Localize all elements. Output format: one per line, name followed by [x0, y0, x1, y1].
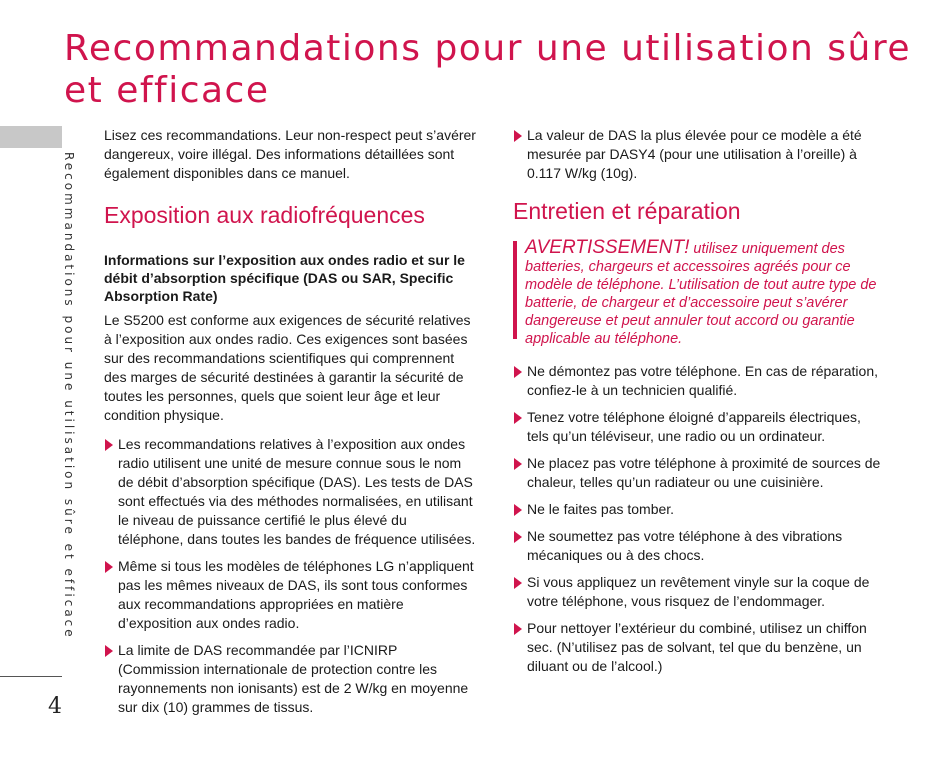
section-heading-care: Entretien et réparation [513, 198, 741, 224]
triangle-bullet-icon [514, 504, 522, 516]
list-item-text: Tenez votre téléphone éloigné d’appareils électriques, tels qu’un téléviseur, une radio ou un ordinateur. [527, 409, 861, 444]
warning-box [513, 239, 885, 348]
list-item [104, 557, 476, 633]
list-item [513, 527, 885, 565]
triangle-bullet-icon [514, 531, 522, 543]
section-heading-radio: Exposition aux radiofréquences [104, 202, 425, 228]
care-bullet-list [513, 362, 885, 676]
list-item [513, 126, 885, 183]
footer-divider [0, 676, 62, 677]
side-tab-label: Recommandations pour une utilisation sûre et efficace [62, 152, 76, 640]
list-item [513, 362, 885, 400]
triangle-bullet-icon [105, 439, 113, 451]
list-item-text: Pour nettoyer l’extérieur du combiné, utilisez un chiffon sec. (N’utilisez pas de solvant, tel que du benzène, un diluant ou de l’alcool.) [527, 620, 867, 674]
list-item-text: Si vous appliquez un revêtement vinyle sur la coque de votre téléphone, vous risquez de l’endommager. [527, 574, 870, 609]
triangle-bullet-icon [514, 366, 522, 378]
triangle-bullet-icon [514, 458, 522, 470]
side-tab-marker [0, 126, 62, 148]
triangle-bullet-icon [514, 577, 522, 589]
warning-bar [513, 241, 517, 339]
triangle-bullet-icon [514, 130, 522, 142]
list-item [513, 500, 885, 519]
list-item-text: Ne le faites pas tomber. [527, 501, 675, 517]
left-column [104, 126, 476, 725]
triangle-bullet-icon [105, 645, 113, 657]
list-item-text: Ne soumettez pas votre téléphone à des vibrations mécaniques ou à des chocs. [527, 528, 843, 563]
right-column [513, 126, 885, 684]
list-item-text: La limite de DAS recommandée par l’ICNIRP (Commission internationale de protection contre les rayonnements non ionisants) est de 2 W/kg en moyenne sur dix (10) grammes de tissus. [118, 642, 469, 715]
warning-label: AVERTISSEMENT! [525, 237, 690, 258]
list-item-text: Les recommandations relatives à l’exposition aux ondes radio utilisent une unité de mesure connue sous le nom de débit d’absorption spécifique (DAS). Les tests de DAS sont effectués via des méthodes normalisées, en utilisant le niveau de puissance certifié le plus élevé du téléphone, dans toutes les bandes de fréquence utilisées. [118, 436, 476, 547]
list-item [513, 454, 885, 492]
list-item-text: Même si tous les modèles de téléphones LG n’appliquent pas les mêmes niveaux de DAS, ils sont tous conformes aux recommandations appropriées en matière d’exposition aux ondes radio. [118, 558, 474, 631]
body-paragraph: Le S5200 est conforme aux exigences de sécurité relatives à l’exposition aux ondes radio. Ces exigences sont basées sur des recommandations scientifiques qui comprennent des marges de sécurité destinées à garantir la sécurité de toutes les personnes, quels que soient leur âge et leur condition physique. [104, 312, 471, 423]
subheading-sar: Informations sur l’exposition aux ondes radio et sur le débit d’absorption spécifique (DAS ou SAR, Specific Absorption Rate) [104, 252, 465, 304]
sar-value-list [513, 126, 885, 183]
list-item-text: Ne placez pas votre téléphone à proximité de sources de chaleur, telles qu’un radiateur ou une cuisinière. [527, 455, 881, 490]
list-item [513, 573, 885, 611]
triangle-bullet-icon [514, 412, 522, 424]
list-item-text: La valeur de DAS la plus élevée pour ce modèle a été mesurée par DASY4 (pour une utilisation à l’oreille) à 0.117 W/kg (10g). [527, 127, 862, 181]
list-item [104, 641, 476, 717]
intro-paragraph: Lisez ces recommandations. Leur non-respect peut s’avérer dangereux, voire illégal. Des informations détaillées sont également disponibles dans ce manuel. [104, 127, 476, 181]
triangle-bullet-icon [105, 561, 113, 573]
warning-text: utilisez uniquement des batteries, chargeurs et accessoires agréés pour ce modèle de téléphone. L’utilisation de tout autre type de batterie, de chargeur et d’accessoire peut s’avérer dangereuse et peut annuler tout accord ou garantie applicable au téléphone. [525, 241, 877, 347]
page-title: Recommandations pour une utilisation sûre et efficace [64, 28, 911, 111]
triangle-bullet-icon [514, 623, 522, 635]
list-item-text: Ne démontez pas votre téléphone. En cas de réparation, confiez-le à un technicien qualifié. [527, 363, 878, 398]
sar-bullet-list [104, 435, 476, 717]
page-number: 4 [48, 694, 62, 719]
list-item [513, 619, 885, 676]
list-item [513, 408, 885, 446]
list-item [104, 435, 476, 549]
